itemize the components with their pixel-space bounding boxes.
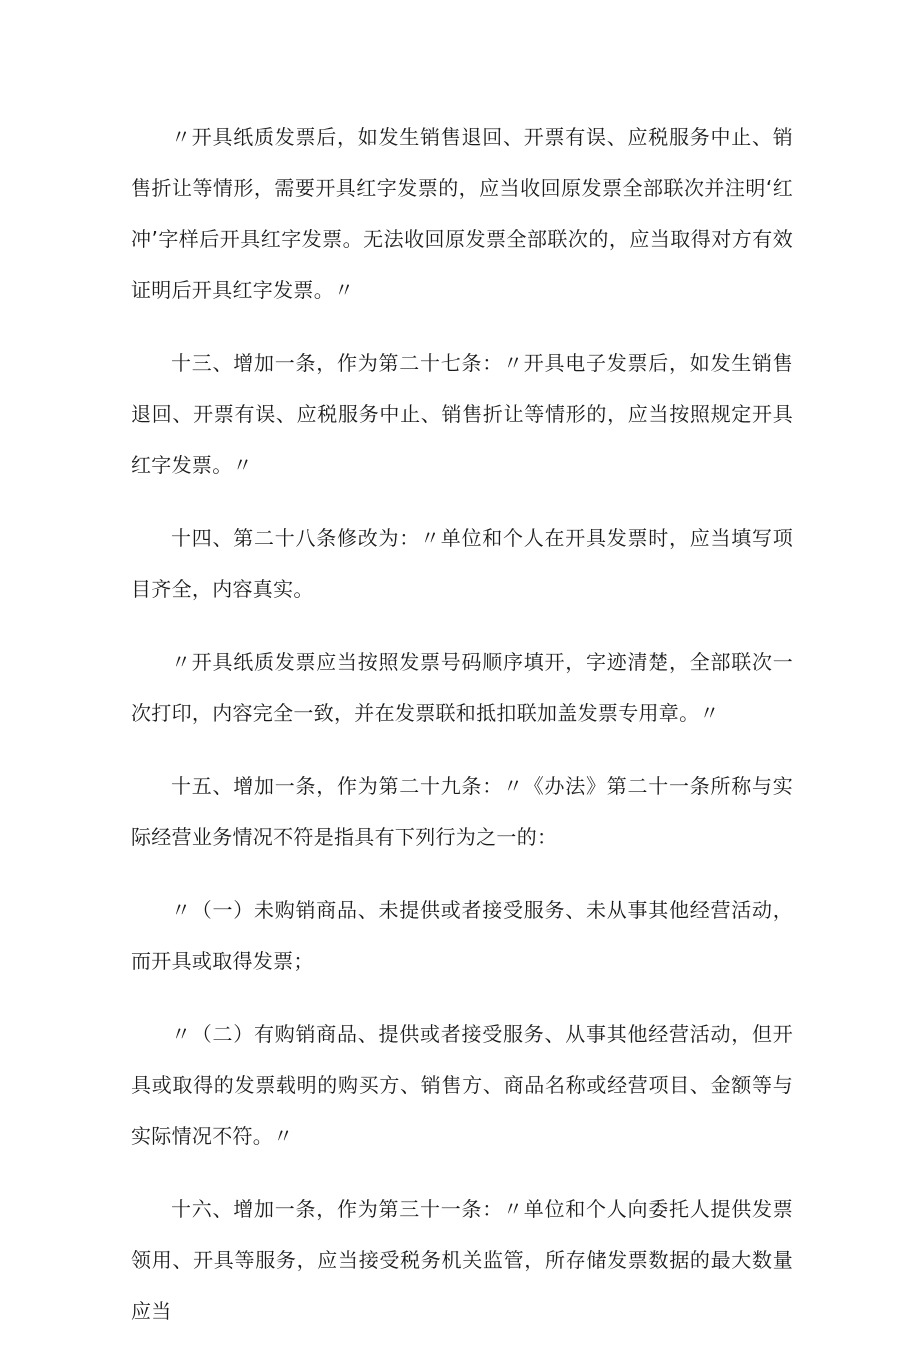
paragraph-item-1: 〃（一）未购销商品、未提供或者接受服务、未从事其他经营活动，而开具或取得发票； [131,898,793,973]
paragraph-article-16: 十六、增加一条，作为第三十一条：〃单位和个人向委托人提供发票领用、开具等服务，应当接受税务机关监管，所存储发票数据的最大数量应当 [131,1197,793,1323]
paragraph-article-15: 十五、增加一条，作为第二十九条：〃《办法》第二十一条所称与实际经营业务情况不符是指具有下列行为之一的： [131,774,793,849]
paragraph-article-14: 十四、第二十八条修改为：〃单位和个人在开具发票时，应当填写项目齐全，内容真实。 [131,526,793,601]
paragraph-paper-invoice-order: 〃开具纸质发票应当按照发票号码顺序填开，字迹清楚，全部联次一次打印，内容完全一致，并在发票联和抵扣联加盖发票专用章。〃 [131,650,793,725]
paragraph-red-invoice-paper: 〃开具纸质发票后，如发生销售退回、开票有误、应税服务中止、销售折让等情形，需要开具红字发票的，应当收回原发票全部联次并注明‘红冲’字样后开具红字发票。无法收回原发票全部联次的，应当取得对方有效证明后开具红字发票。〃 [131,125,793,302]
paragraph-article-13: 十三、增加一条，作为第二十七条：〃开具电子发票后，如发生销售退回、开票有误、应税服务中止、销售折让等情形的，应当按照规定开具红字发票。〃 [131,351,793,477]
paragraph-item-2: 〃（二）有购销商品、提供或者接受服务、从事其他经营活动，但开具或取得的发票载明的购买方、销售方、商品名称或经营项目、金额等与实际情况不符。〃 [131,1022,793,1148]
document-body [131,112,793,1359]
